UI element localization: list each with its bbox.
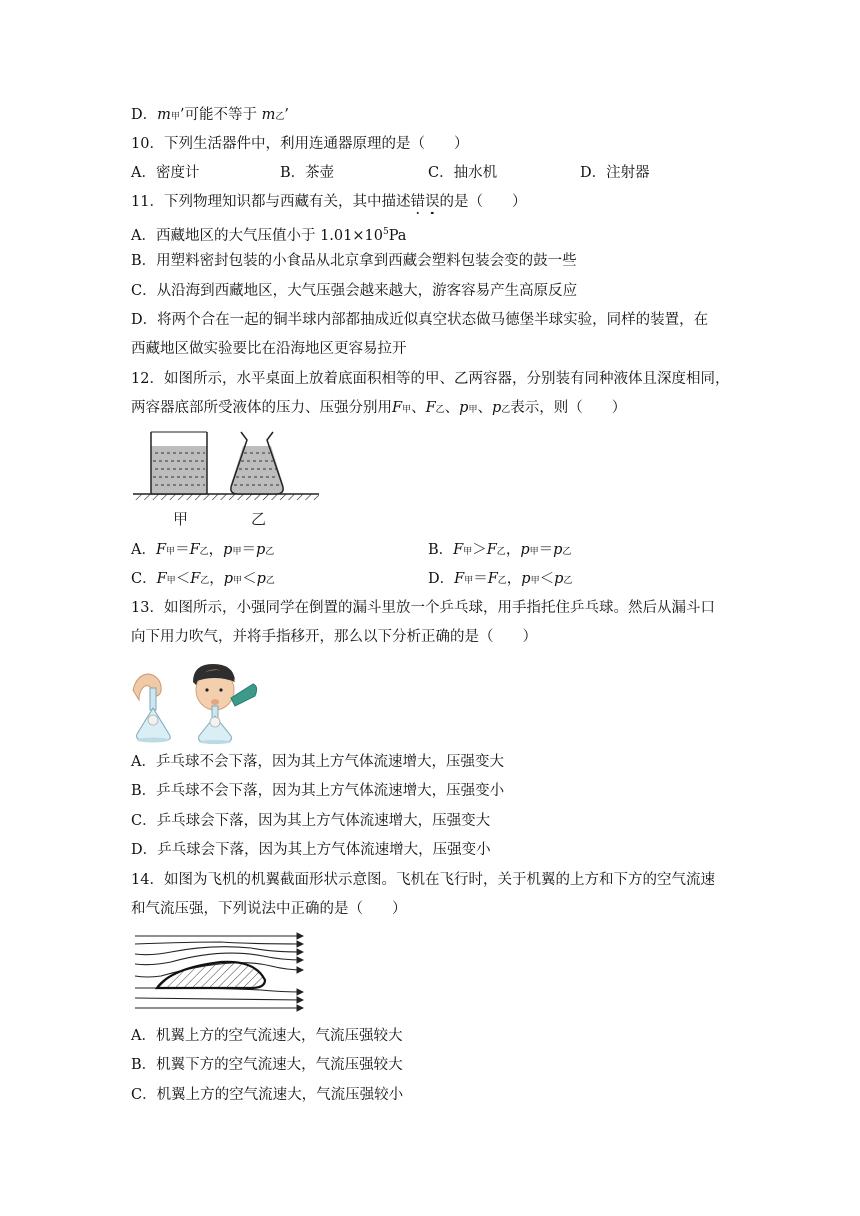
q12-option-d[interactable]: D．F甲＝F乙，p甲＜p乙 bbox=[428, 571, 573, 587]
label-yi: 乙 bbox=[251, 510, 267, 528]
q10-option-b[interactable]: B．茶壶 bbox=[280, 165, 335, 181]
q14-stem-line2: 和气流压强，下列说法中正确的是（ ） bbox=[131, 901, 407, 917]
q13-stem-line2: 向下用力吹气，并将手指移开，那么以下分析正确的是（ ） bbox=[131, 629, 537, 645]
two-containers-figure bbox=[131, 428, 321, 530]
hand-icon bbox=[133, 674, 161, 700]
q13-option-a[interactable]: A．乒乓球不会下落，因为其上方气体流速增大，压强变大 bbox=[131, 754, 504, 770]
q12-option-a[interactable]: A．F甲＝F乙，p甲＝p乙 bbox=[131, 542, 275, 558]
q10-option-d[interactable]: D．注射器 bbox=[580, 165, 650, 181]
q13-option-d[interactable]: D．乒乓球会下落，因为其上方气体流速增大，压强变小 bbox=[131, 842, 491, 858]
q10-option-c[interactable]: C．抽水机 bbox=[428, 165, 498, 181]
label-jia: 甲 bbox=[173, 510, 189, 528]
container-jia bbox=[151, 432, 207, 494]
q11-stem: 11．下列物理知识都与西藏有关，其中描述错误的是（ ） bbox=[131, 194, 527, 210]
wing-airflow-figure bbox=[131, 930, 307, 1014]
q12-stem-line1: 12．如图所示，水平桌面上放着底面积相等的甲、乙两容器，分别装有同种液体且深度相同， bbox=[131, 371, 730, 387]
q14-option-c[interactable]: C．机翼上方的空气流速大，气流压强较小 bbox=[131, 1087, 404, 1103]
q11-option-b[interactable]: B．用塑料密封包装的小食品从北京拿到西藏会塑料包装会变的鼓一些 bbox=[131, 253, 577, 269]
q12-option-b[interactable]: B．F甲＞F乙，p甲＝p乙 bbox=[428, 542, 572, 558]
funnel-pingpong-figure bbox=[131, 660, 271, 744]
q13-stem-line1: 13．如图所示，小强同学在倒置的漏斗里放一个乒乓球，用手指托住乒乓球。然后从漏斗口 bbox=[131, 600, 715, 616]
q13-option-c[interactable]: C．乒乓球会下落，因为其上方气体流速增大，压强变大 bbox=[131, 813, 491, 829]
q11-option-c[interactable]: C．从沿海到西藏地区，大气压强会越来越大，游客容易产生高原反应 bbox=[131, 283, 578, 299]
container-yi bbox=[230, 432, 283, 494]
q9-option-d[interactable]: D．m甲’可能不等于 m乙’ bbox=[131, 107, 289, 123]
q14-stem-line1: 14．如图为飞机的机翼截面形状示意图。飞机在飞行时，关于机翼的上方和下方的空气流速 bbox=[131, 872, 715, 888]
boy-blowing-icon bbox=[193, 664, 257, 744]
q11-option-d-line2: 西藏地区做实验要比在沿海地区更容易拉开 bbox=[131, 341, 407, 357]
q12-option-c[interactable]: C．F甲＜F乙，p甲＜p乙 bbox=[131, 571, 275, 587]
q10-option-a[interactable]: A．密度计 bbox=[131, 165, 200, 181]
q14-option-b[interactable]: B．机翼下方的空气流速大，气流压强较大 bbox=[131, 1057, 403, 1073]
q10-stem: 10．下列生活器件中，利用连通器原理的是（ ） bbox=[131, 136, 469, 152]
q14-option-a[interactable]: A．机翼上方的空气流速大，气流压强较大 bbox=[131, 1028, 403, 1044]
q11-option-a[interactable]: A．西藏地区的大气压值小于 $1.01\times 10^5Pa$ bbox=[131, 227, 407, 244]
funnel-left bbox=[137, 688, 171, 743]
q13-option-b[interactable]: B．乒乓球不会下落，因为其上方气体流速增大，压强变小 bbox=[131, 783, 505, 799]
wing-section bbox=[157, 962, 265, 988]
q12-stem-line2: 两容器底部所受液体的压力、压强分别用F甲、F乙、p甲、p乙表示，则（ ） bbox=[131, 400, 627, 416]
q11-option-d-line1[interactable]: D．将两个合在一起的铜半球内部都抽成近似真空状态做马德堡半球实验，同样的装置，在 bbox=[131, 312, 709, 328]
